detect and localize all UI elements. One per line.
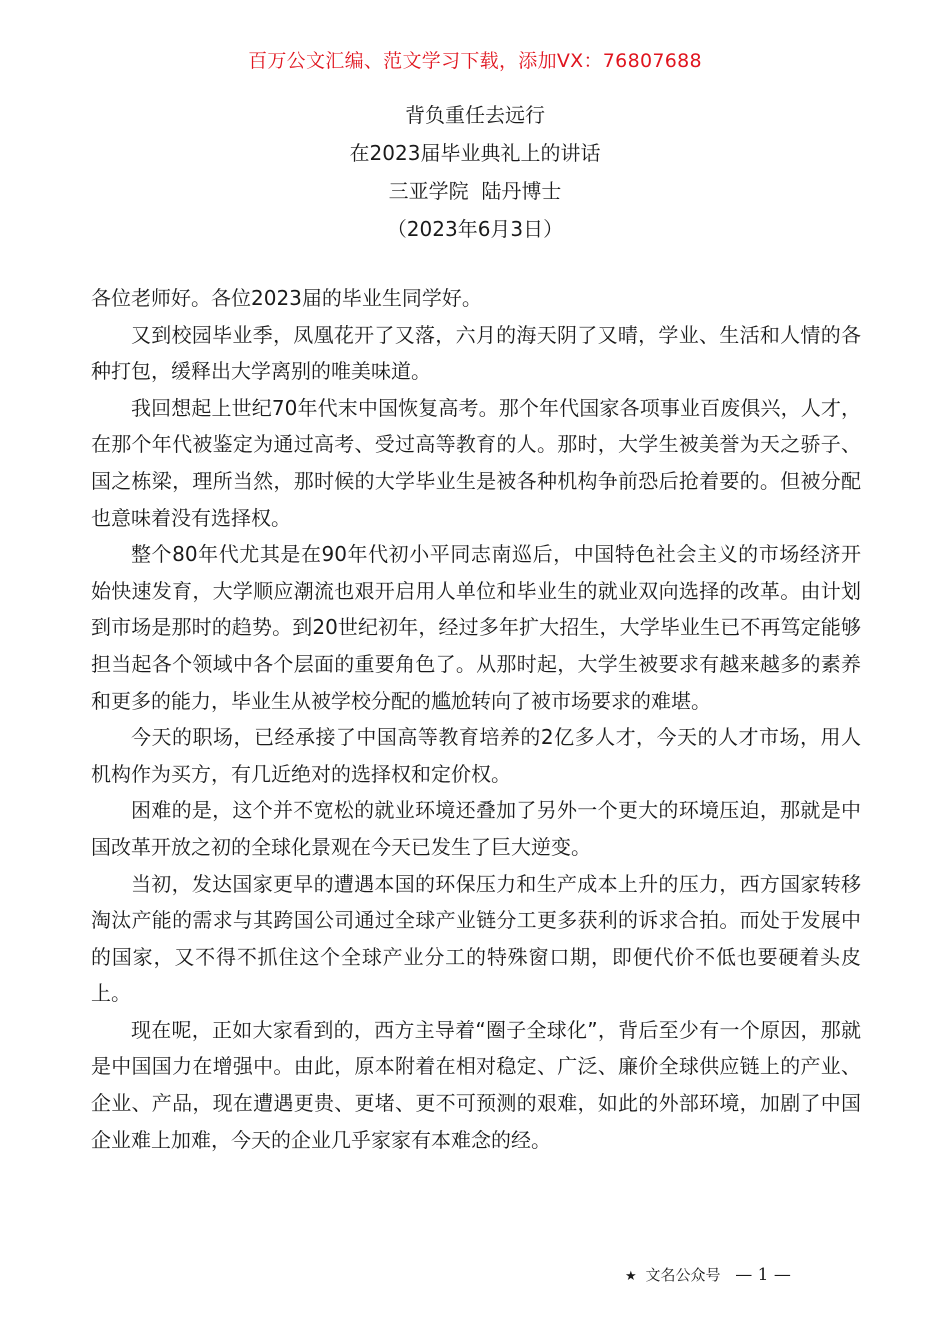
greeting-paragraph: 各位老师好。各位2023届的毕业生同学好。 bbox=[91, 286, 482, 310]
star-icon: ★ bbox=[625, 1269, 637, 1284]
body-paragraph: 今天的职场，已经承接了中国高等教育培养的2亿多人才，今天的人才市场，用人机构作为买方，有几近绝对的选择权和定价权。 bbox=[91, 725, 861, 786]
banner-watermark-text: 百万公文汇编、范文学习下载，添加VX：76807688 bbox=[248, 50, 702, 72]
footer-label: 文名公众号 bbox=[645, 1266, 721, 1284]
document-body bbox=[91, 280, 861, 1158]
page-footer bbox=[625, 1264, 791, 1285]
body-paragraph: 整个80年代尤其是在90年代初小平同志南巡后，中国特色社会主义的市场经济开始快速发育，大学顺应潮流也艰开启用人单位和毕业生的就业双向选择的改革。由计划到市场是那时的趋势。到20世纪初年，经过多年扩大招生，大学毕业生已不再笃定能够担当起各个领域中各个层面的重要角色了。从那时起，大学生被要求有越来越多的素养和更多的能力，毕业生从被学校分配的尴尬转向了被市场要求的难堪。 bbox=[91, 542, 861, 713]
document-title: 背负重任去远行 bbox=[405, 103, 545, 127]
body-paragraph: 现在呢，正如大家看到的，西方主导着“圈子全球化”，背后至少有一个原因，那就是中国国力在增强中。由此，原本附着在相对稳定、广泛、廉价全球供应链上的产业、企业、产品，现在遭遇更贵、更堵、更不可预测的艰难，如此的外部环境，加剧了中国企业难上加难，今天的企业几乎家家有本难念的经。 bbox=[91, 1017, 861, 1152]
document-subtitle: 在2023届毕业典礼上的讲话 bbox=[349, 141, 601, 165]
body-paragraph: 我回想起上世纪70年代末中国恢复高考。那个年代国家各项事业百废俱兴，人才，在那个年代被鉴定为通过高考、受过高等教育的人。那时，大学生被美誉为天之骄子、国之栋梁，理所当然，那时候的大学毕业生是被各种机构争前恐后抢着要的。但被分配也意味着没有选择权。 bbox=[91, 395, 861, 530]
body-paragraph: 当初，发达国家更早的遭遇本国的环保压力和生产成本上升的压力，西方国家转移淘汰产能的需求与其跨国公司通过全球产业链分工更多获利的诉求合拍。而处于发展中的国家，又不得不抓住这个全球产业分工的特殊窗口期，即便代价不低也要硬着头皮上。 bbox=[91, 871, 861, 1006]
body-paragraph: 困难的是，这个并不宽松的就业环境还叠加了另外一个更大的环境压迫，那就是中国改革开放之初的全球化景观在今天已发生了巨大逆变。 bbox=[91, 798, 861, 859]
document-author: 三亚学院 陆丹博士 bbox=[388, 179, 562, 203]
page-number: — 1 — bbox=[735, 1265, 791, 1285]
body-paragraph: 又到校园毕业季，凤凰花开了又落，六月的海天阴了又晴，学业、生活和人情的各种打包，缓释出大学离别的唯美味道。 bbox=[91, 322, 861, 384]
document-date: （2023年6月3日） bbox=[386, 217, 564, 241]
document-header bbox=[0, 96, 950, 248]
